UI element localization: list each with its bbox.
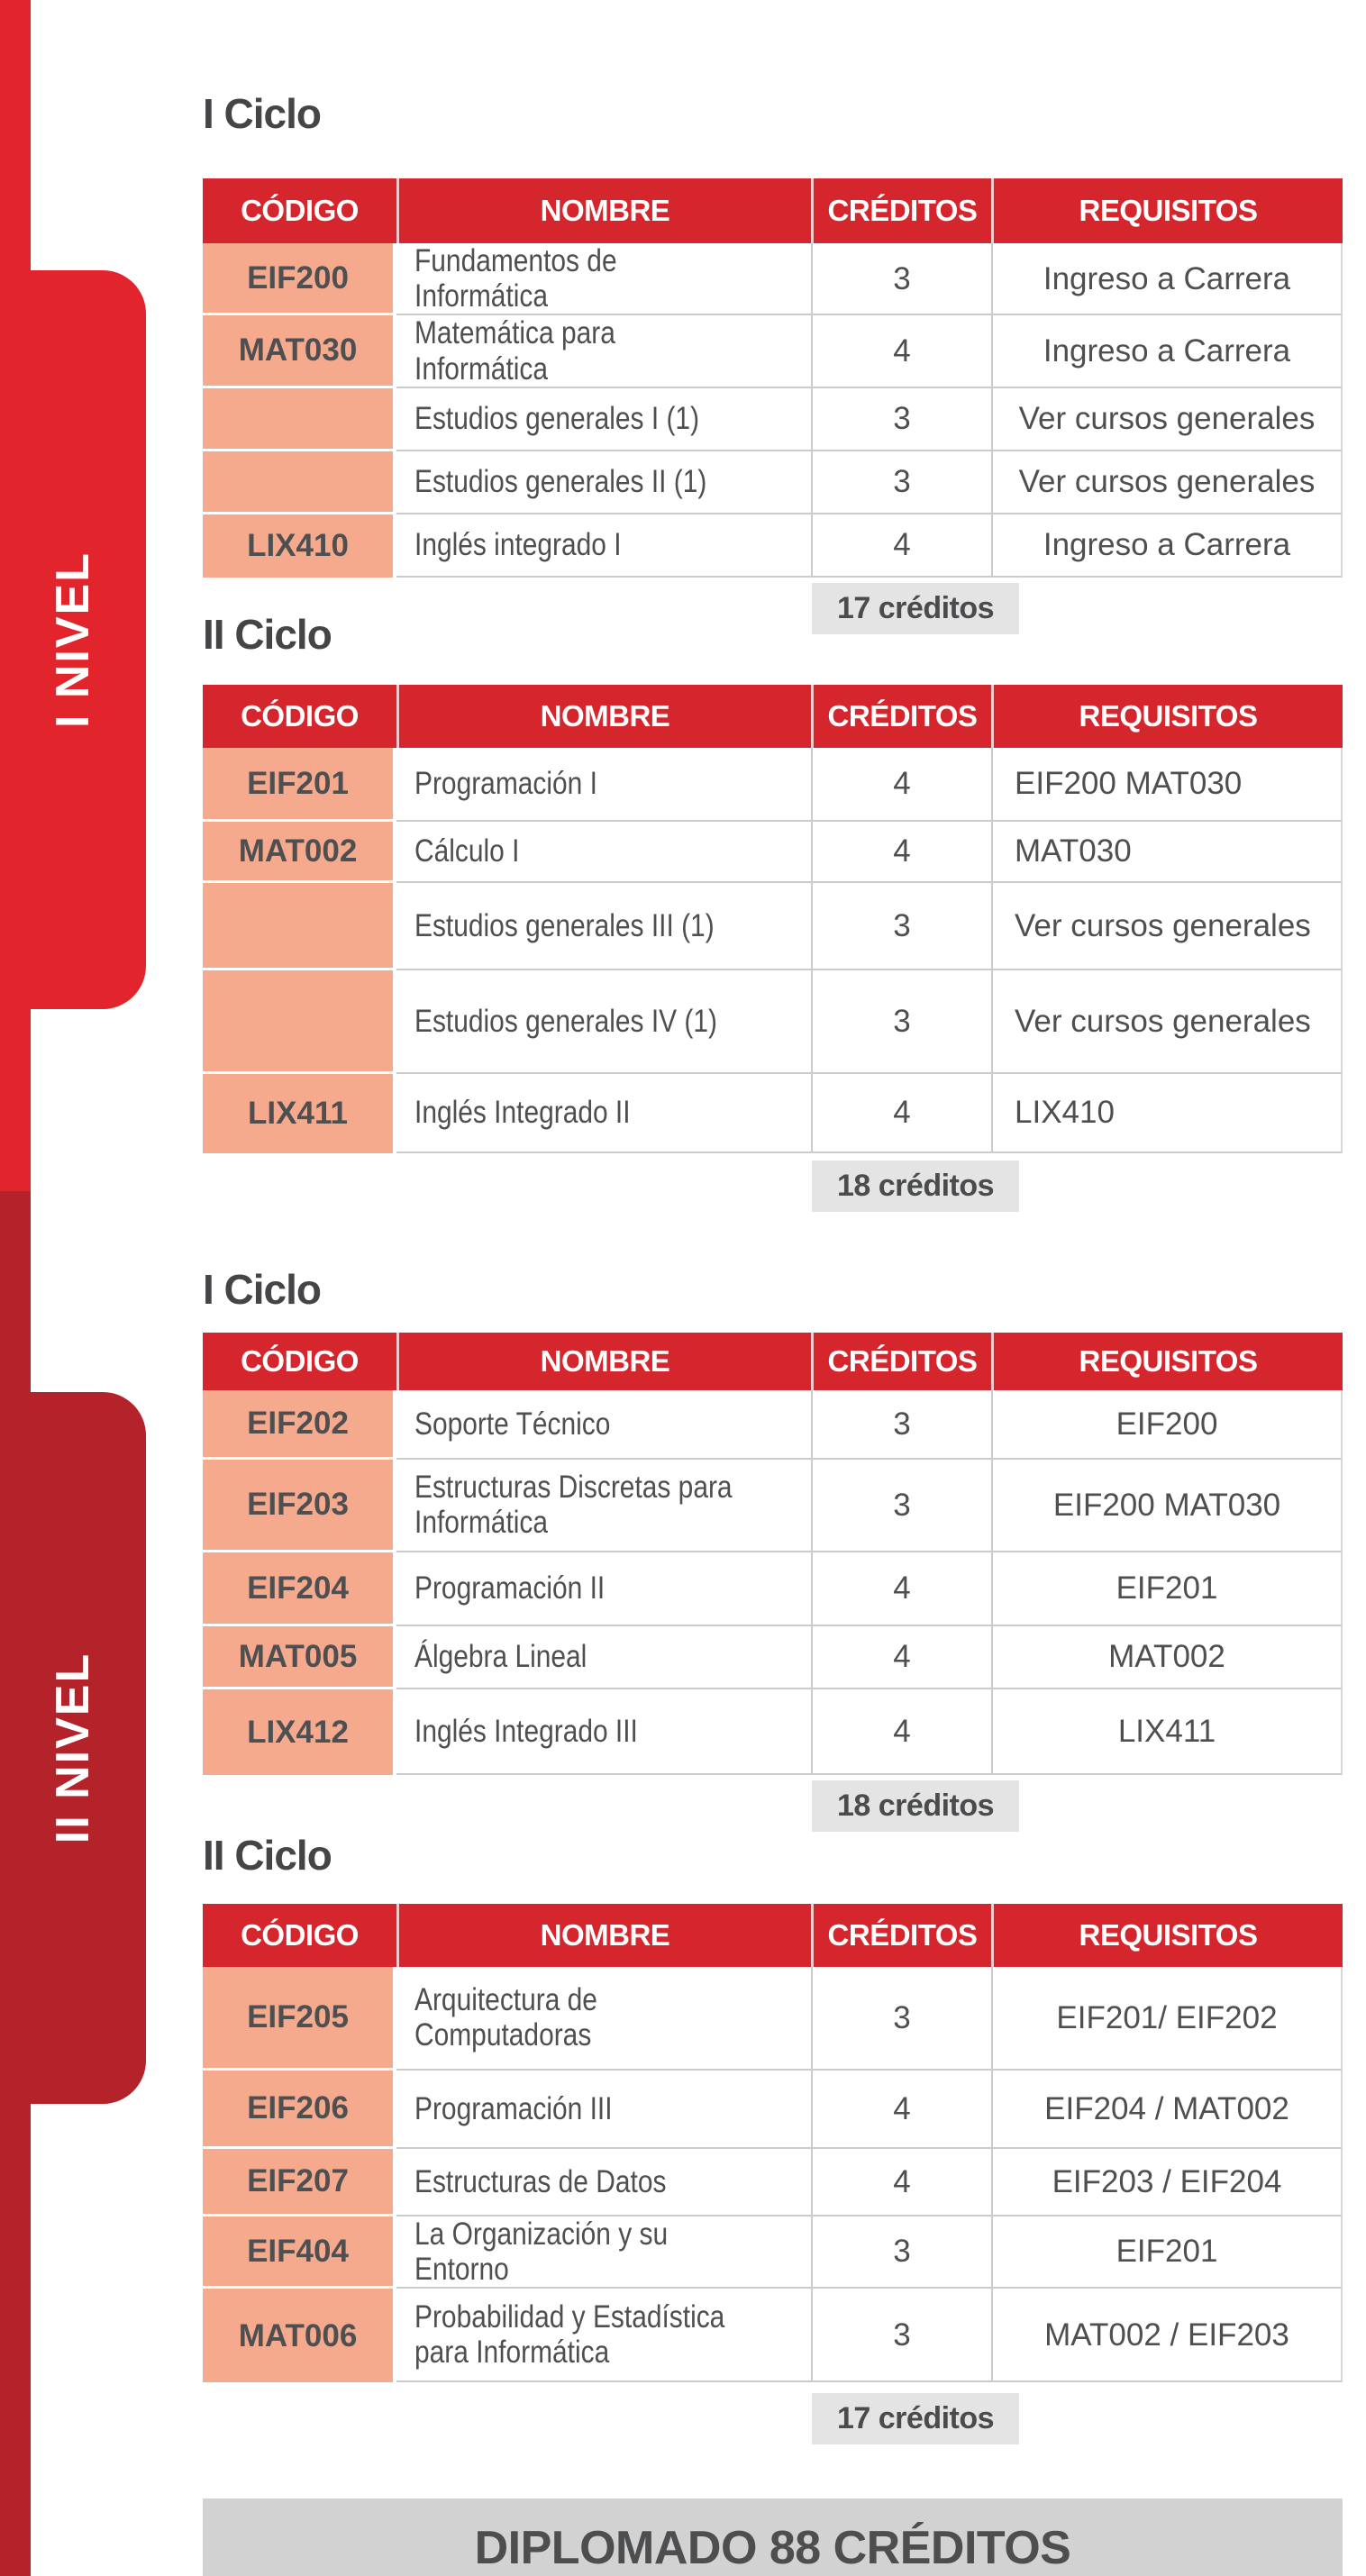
creditos-cell: 3 [811, 970, 991, 1074]
level-2-tab [0, 1392, 146, 2104]
table-row [203, 1626, 1343, 1689]
requisitos-cell: Ingreso a Carrera [991, 315, 1343, 387]
codigo-cell: EIF207 [203, 2149, 396, 2216]
column-header-requisitos: REQUISITOS [991, 1333, 1343, 1390]
codigo-cell: MAT006 [203, 2289, 396, 2382]
requisitos-cell: EIF200 MAT030 [991, 748, 1343, 822]
codigo-cell: MAT030 [203, 315, 396, 387]
creditos-cell: 3 [811, 1460, 991, 1552]
nombre-cell: Inglés Integrado III [396, 1689, 811, 1775]
requisitos-cell: MAT002 [991, 1626, 1343, 1689]
requisitos-cell: EIF201 [991, 2216, 1343, 2289]
nombre-cell: Programación I [396, 748, 811, 822]
codigo-cell [203, 970, 396, 1074]
codigo-cell: LIX410 [203, 514, 396, 578]
nombre-cell: Cálculo I [396, 822, 811, 883]
table-row [203, 970, 1343, 1074]
creditos-cell: 4 [811, 1689, 991, 1775]
level-1-tab [0, 270, 146, 1009]
codigo-cell: EIF200 [203, 243, 396, 315]
table-row [203, 243, 1343, 315]
nombre-cell: Estudios generales III (1) [396, 883, 811, 970]
table-row [203, 2216, 1343, 2289]
requisitos-cell: Ingreso a Carrera [991, 243, 1343, 315]
table-row [203, 514, 1343, 578]
codigo-cell: MAT005 [203, 1626, 396, 1689]
credits-total-badge: 17 créditos [812, 583, 1019, 634]
nombre-cell: Fundamentos de Informática [396, 243, 811, 315]
creditos-cell: 3 [811, 1390, 991, 1460]
table-header-row [203, 178, 1343, 243]
requisitos-cell: MAT002 / EIF203 [991, 2289, 1343, 2382]
requisitos-cell: EIF200 MAT030 [991, 1460, 1343, 1552]
column-header-requisitos: REQUISITOS [991, 178, 1343, 243]
total-row [203, 2393, 1343, 2444]
requisitos-cell: EIF201 [991, 1552, 1343, 1626]
table-row [203, 315, 1343, 387]
table-row [203, 883, 1343, 970]
creditos-cell: 3 [811, 388, 991, 451]
creditos-cell: 4 [811, 514, 991, 578]
creditos-cell: 4 [811, 2149, 991, 2216]
course-table-level2-cycle2 [203, 1904, 1343, 2382]
column-header-codigo: CÓDIGO [241, 698, 359, 733]
codigo-cell: MAT002 [203, 822, 396, 883]
codigo-cell [203, 451, 396, 514]
nombre-cell: Álgebra Lineal [396, 1626, 811, 1689]
nombre-cell: Estudios generales I (1) [396, 388, 811, 451]
credits-total-badge: 17 créditos [812, 2393, 1019, 2444]
content-column [203, 0, 1343, 2576]
column-header-nombre: NOMBRE [396, 685, 811, 748]
table-row [203, 1460, 1343, 1552]
credits-total-badge: 18 créditos [812, 1780, 1019, 1832]
nombre-cell: La Organización y su Entorno [396, 2216, 811, 2289]
codigo-cell: EIF206 [203, 2071, 396, 2149]
column-header-nombre: NOMBRE [396, 1904, 811, 1967]
codigo-cell [203, 388, 396, 451]
nombre-cell: Estudios generales II (1) [396, 451, 811, 514]
table-row [203, 748, 1343, 822]
creditos-cell: 3 [811, 883, 991, 970]
codigo-cell: EIF204 [203, 1552, 396, 1626]
total-row [203, 1161, 1343, 1212]
creditos-cell: 3 [811, 2289, 991, 2382]
cycle-title-level1-cycle1: I Ciclo [203, 90, 322, 137]
requisitos-cell: Ingreso a Carrera [991, 514, 1343, 578]
codigo-cell: EIF203 [203, 1460, 396, 1552]
codigo-cell: LIX411 [203, 1074, 396, 1153]
level-1-label: I NIVEL [47, 551, 99, 729]
column-header-nombre: NOMBRE [396, 178, 811, 243]
nombre-cell: Programación II [396, 1552, 811, 1626]
course-table-level1-cycle1 [203, 178, 1343, 578]
nombre-cell: Probabilidad y Estadística para Informática [396, 2289, 811, 2382]
column-header-creditos: CRÉDITOS [811, 685, 991, 748]
level-2-label: II NIVEL [47, 1652, 100, 1844]
nombre-cell: Estudios generales IV (1) [396, 970, 811, 1074]
requisitos-cell: LIX411 [991, 1689, 1343, 1775]
creditos-cell: 3 [811, 243, 991, 315]
creditos-cell: 4 [811, 1074, 991, 1153]
cycle-title-level2-cycle2: II Ciclo [203, 1831, 332, 1879]
requisitos-cell: Ver cursos generales [991, 451, 1343, 514]
diploma-banner-text: DIPLOMADO 88 CRÉDITOS [474, 2522, 1071, 2575]
table-row [203, 2149, 1343, 2216]
table-row [203, 2289, 1343, 2382]
table-row [203, 1390, 1343, 1460]
column-header-codigo: CÓDIGO [241, 1343, 359, 1378]
cycle-title-level2-cycle1: I Ciclo [203, 1265, 322, 1313]
codigo-cell [203, 883, 396, 970]
creditos-cell: 3 [811, 2216, 991, 2289]
table-header-row [203, 1333, 1343, 1390]
nombre-cell: Inglés integrado I [396, 514, 811, 578]
requisitos-cell: Ver cursos generales [991, 883, 1343, 970]
nombre-cell: Inglés Integrado II [396, 1074, 811, 1153]
requisitos-cell: LIX410 [991, 1074, 1343, 1153]
column-header-creditos: CRÉDITOS [811, 178, 991, 243]
nombre-cell: Estructuras Discretas para Informática [396, 1460, 811, 1552]
table-row [203, 1689, 1343, 1775]
requisitos-cell: EIF200 [991, 1390, 1343, 1460]
table-row [203, 2071, 1343, 2149]
creditos-cell: 3 [811, 451, 991, 514]
credits-total-badge: 18 créditos [812, 1161, 1019, 1212]
requisitos-cell: Ver cursos generales [991, 388, 1343, 451]
requisitos-cell: EIF203 / EIF204 [991, 2149, 1343, 2216]
table-header-row [203, 1904, 1343, 1967]
requisitos-cell: Ver cursos generales [991, 970, 1343, 1074]
table-row [203, 451, 1343, 514]
requisitos-cell: MAT030 [991, 822, 1343, 883]
column-header-requisitos: REQUISITOS [991, 685, 1343, 748]
table-row [203, 1967, 1343, 2071]
creditos-cell: 4 [811, 822, 991, 883]
creditos-cell: 4 [811, 748, 991, 822]
creditos-cell: 4 [811, 1552, 991, 1626]
table-row [203, 1552, 1343, 1626]
diploma-banner [203, 2499, 1343, 2576]
column-header-nombre: NOMBRE [396, 1333, 811, 1390]
nombre-cell: Estructuras de Datos [396, 2149, 811, 2216]
nombre-cell: Soporte Técnico [396, 1390, 811, 1460]
table-row [203, 388, 1343, 451]
course-table-level2-cycle1 [203, 1333, 1343, 1775]
codigo-cell: EIF201 [203, 748, 396, 822]
table-row [203, 822, 1343, 883]
nombre-cell: Matemática para Informática [396, 315, 811, 387]
column-header-creditos: CRÉDITOS [811, 1333, 991, 1390]
codigo-cell: EIF404 [203, 2216, 396, 2289]
creditos-cell: 4 [811, 2071, 991, 2149]
column-header-creditos: CRÉDITOS [811, 1904, 991, 1967]
column-header-requisitos: REQUISITOS [991, 1904, 1343, 1967]
table-header-row [203, 685, 1343, 748]
requisitos-cell: EIF201/ EIF202 [991, 1967, 1343, 2071]
creditos-cell: 3 [811, 1967, 991, 2071]
total-row [203, 1780, 1343, 1832]
requisitos-cell: EIF204 / MAT002 [991, 2071, 1343, 2149]
creditos-cell: 4 [811, 315, 991, 387]
codigo-cell: LIX412 [203, 1689, 396, 1775]
course-table-level1-cycle2 [203, 685, 1343, 1153]
nombre-cell: Arquitectura de Computadoras [396, 1967, 811, 2071]
column-header-codigo: CÓDIGO [241, 194, 359, 227]
creditos-cell: 4 [811, 1626, 991, 1689]
cycle-title-level1-cycle2: II Ciclo [203, 610, 332, 658]
codigo-cell: EIF205 [203, 1967, 396, 2071]
codigo-cell: EIF202 [203, 1390, 396, 1460]
nombre-cell: Programación III [396, 2071, 811, 2149]
column-header-codigo: CÓDIGO [241, 1917, 359, 1952]
table-row [203, 1074, 1343, 1153]
